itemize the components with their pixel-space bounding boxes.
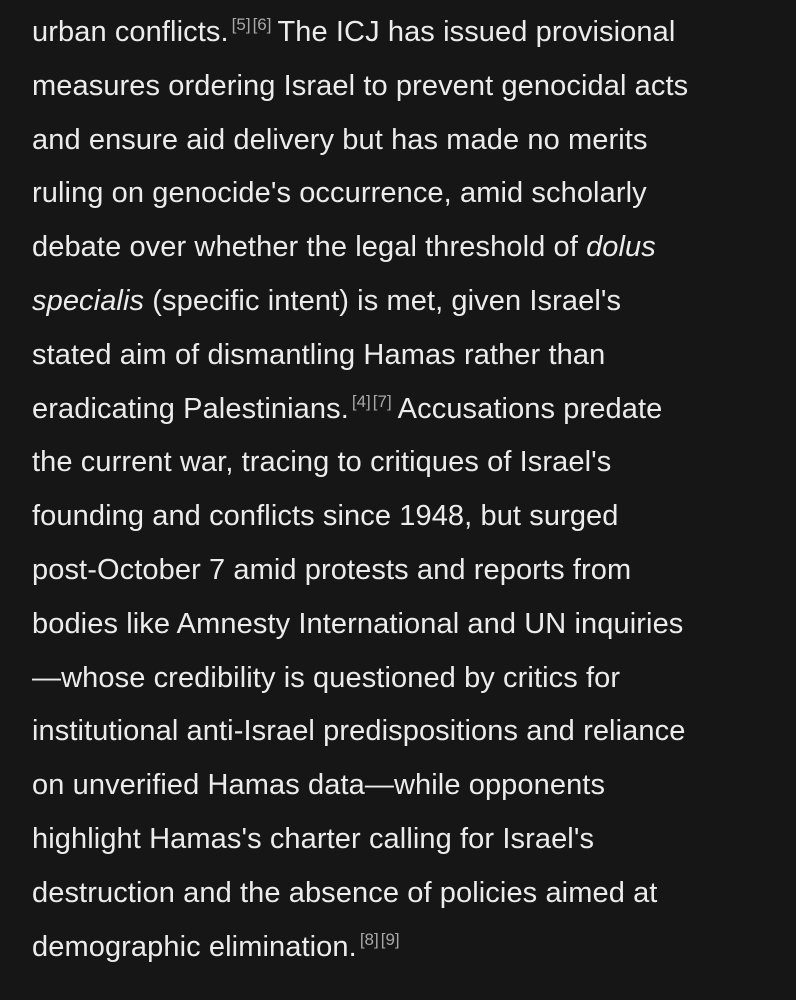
text-line: post-October 7 amid protests and reports from — [32, 553, 632, 586]
text-line — [32, 383, 772, 437]
italic-term: specialis — [32, 284, 145, 317]
text-line — [32, 6, 772, 60]
citation-link[interactable]: [8] — [359, 929, 379, 949]
citation-link[interactable]: [4] — [351, 391, 371, 411]
sentence-fragment: (specific intent) is met, given Israel's — [144, 284, 622, 317]
sentence-fragment: The ICJ has issued provisional — [277, 16, 676, 48]
text-line — [32, 221, 772, 275]
text-line: stated aim of dismantling Hamas rather than — [32, 338, 606, 371]
italic-term: dolus — [586, 231, 656, 264]
sentence-fragment: eradicating Palestinians. — [32, 392, 349, 425]
text-line: and ensure aid delivery but has made no merits — [32, 123, 648, 156]
text-line: on unverified Hamas data—while opponents — [32, 769, 606, 802]
sentence-fragment: demographic elimination. — [32, 930, 357, 963]
sentence-fragment: debate over whether the legal threshold of — [32, 231, 587, 264]
text-line: bodies like Amnesty International and UN inquiries — [32, 607, 684, 640]
text-line: institutional anti-Israel predispositions and reliance — [32, 715, 686, 748]
citation-link[interactable]: [6] — [252, 15, 272, 34]
text-line: —whose credibility is questioned by critics for — [32, 661, 621, 694]
sentence-fragment: Accusations predate — [397, 392, 663, 425]
citation-link[interactable]: [7] — [372, 391, 392, 411]
sentence-fragment: urban conflicts. — [32, 16, 229, 48]
text-line: highlight Hamas's charter calling for Israel's — [32, 822, 595, 855]
text-line — [32, 275, 772, 329]
text-line: destruction and the absence of policies aimed at — [32, 876, 658, 909]
text-line — [32, 921, 772, 975]
text-line: measures ordering Israel to prevent genocidal acts — [32, 69, 689, 102]
citation-link[interactable]: [9] — [380, 929, 400, 949]
citation-link[interactable]: [5] — [231, 15, 251, 34]
text-line: ruling on genocide's occurrence, amid scholarly — [32, 177, 647, 210]
text-line: the current war, tracing to critiques of Israel's — [32, 446, 612, 479]
text-line: founding and conflicts since 1948, but surged — [32, 500, 619, 533]
article-body — [32, 6, 772, 974]
